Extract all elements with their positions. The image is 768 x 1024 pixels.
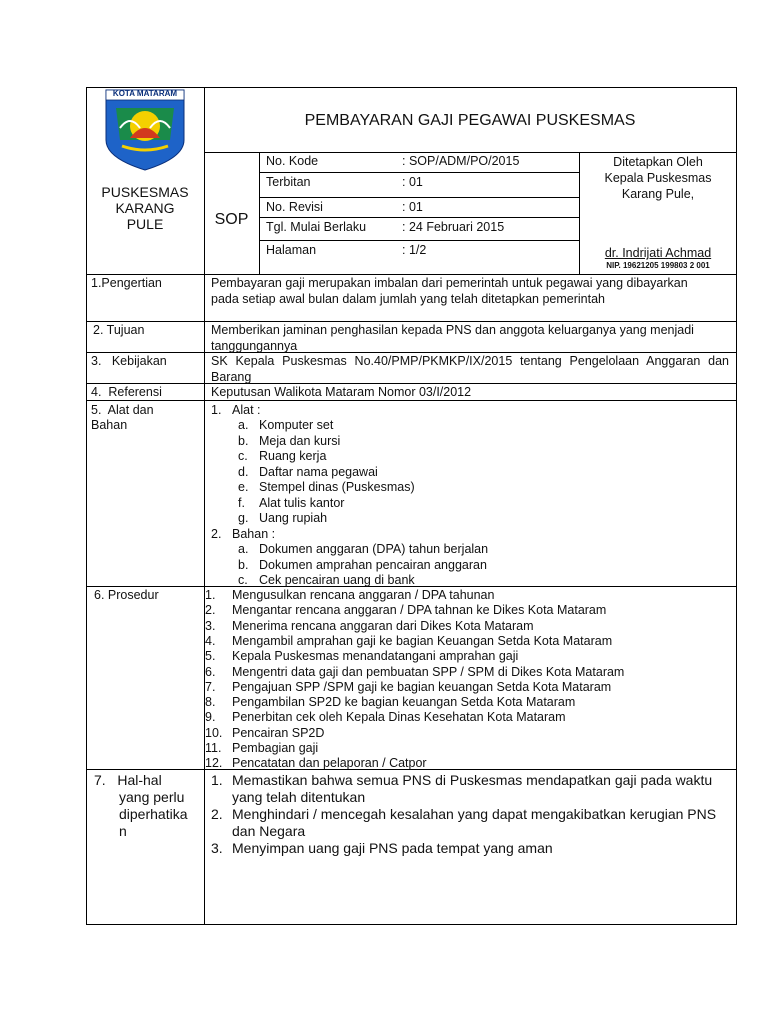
step-number: 3. (205, 618, 216, 633)
list-marker: a. (238, 418, 249, 432)
procedure-step: Mengambil amprahan gaji ke bagian Keuangan Setda Kota Mataram (232, 633, 613, 648)
org-name (86, 184, 204, 232)
list-item: Komputer set (259, 418, 334, 432)
procedure-step: Pengajuan SPP /SPM gaji ke bagian keuangan Setda Kota Mataram (232, 679, 612, 694)
meta-halaman-label: Halaman (266, 243, 317, 257)
procedure-step: Mengantar rencana anggaran / DPA tahnan ke Dikes Kota Mataram (232, 603, 607, 618)
meta-tgl-value: : 24 Februari 2015 (402, 220, 505, 234)
list-marker: f. (238, 495, 245, 510)
logo-caption: KOTA MATARAM (112, 89, 178, 98)
item-number: 2. (211, 806, 223, 822)
list-marker: g. (238, 511, 249, 525)
alat-number: 1. (211, 403, 222, 417)
meta-terbitan-label: Terbitan (266, 175, 311, 189)
referensi-text: Keputusan Walikota Mataram Nomor 03/I/2012 (211, 385, 472, 399)
procedure-step: Pembagian gaji (232, 741, 319, 755)
meta-code-label: No. Kode (266, 154, 319, 168)
hal-hal-label-line3: diperhatika (119, 806, 188, 822)
list-marker: d. (238, 464, 249, 479)
list-marker: c. (238, 573, 248, 587)
hal-hal-label (94, 772, 188, 840)
procedure-step: Mengusulkan rencana anggaran / DPA tahunan (232, 588, 495, 602)
note-item: Memastikan bahwa semua PNS di Puskesmas mendapatkan gaji pada waktu yang telah ditentukan (232, 772, 713, 805)
list-item: Cek pencairan uang di bank (259, 573, 415, 587)
list-item: Alat tulis kantor (259, 495, 345, 510)
procedure-step: Pencairan SP2D (232, 725, 325, 740)
approval-nip: NIP. 19621205 199803 2 001 (606, 261, 710, 270)
bahan-number: 2. (211, 526, 222, 541)
step-number: 1. (205, 588, 216, 602)
tujuan-label: 2. Tujuan (93, 323, 145, 337)
document-title: PEMBAYARAN GAJI PEGAWAI PUSKESMAS (304, 112, 636, 129)
list-item: Dokumen amprahan pencairan anggaran (259, 557, 487, 572)
step-number: 9. (205, 710, 216, 725)
hal-hal-label-line1: 7. Hal-hal (94, 772, 162, 788)
sop-label: SOP (214, 211, 249, 228)
approval-name: dr. Indrijati Achmad (604, 246, 712, 260)
procedure-step: Penerbitan cek oleh Kepala Dinas Kesehatan Kota Mataram (232, 710, 566, 725)
procedure-step: Pencatatan dan pelaporan / Catpor (232, 756, 427, 771)
procedure-step: Pengambilan SP2D ke bagian keuangan Setda Kota Mataram (232, 695, 576, 710)
alat-bahan-label-line2: Bahan (91, 418, 128, 432)
note-item: Menyimpan uang gaji PNS pada tempat yang aman (232, 840, 553, 856)
list-marker: e. (238, 480, 249, 494)
procedure-step: Menerima rencana anggaran dari Dikes Kota Mataram (232, 618, 534, 633)
list-item: Ruang kerja (259, 449, 327, 463)
item-number: 1. (211, 772, 223, 788)
alat-bahan-label-line1: 5. Alat dan (91, 403, 154, 417)
tujuan-text: Memberikan jaminan penghasilan kepada PNS dan anggota keluarganya yang menjadi tanggungannya (211, 323, 694, 353)
list-item: Daftar nama pegawai (259, 464, 378, 479)
procedure-step: Mengentri data gaji dan pembuatan SPP / SPM di Dikes Kota Mataram (232, 664, 625, 679)
approval-line3: Karang Pule, (621, 187, 695, 201)
hal-hal-label-line2: yang perlu (119, 789, 185, 805)
list-item: Uang rupiah (259, 511, 328, 525)
note-item: Menghindari / mencegah kesalahan yang dapat mengakibatkan kerugian PNS dan Negara (232, 806, 717, 839)
meta-revisi-label: No. Revisi (266, 200, 323, 214)
list-marker: c. (238, 449, 248, 463)
pengertian-label: 1.Pengertian (91, 276, 162, 290)
org-name-line1: PUSKESMAS (101, 184, 189, 200)
meta-code-value: : SOP/ADM/PO/2015 (402, 154, 520, 168)
org-name-line3: PULE (126, 216, 164, 232)
approval-line2: Kepala Puskesmas (604, 171, 712, 185)
approval-line1: Ditetapkan Oleh (613, 155, 703, 169)
step-number: 2. (205, 603, 216, 618)
step-number: 12. (205, 756, 223, 771)
meta-terbitan-value: : 01 (402, 175, 423, 189)
list-item: Dokumen anggaran (DPA) tahun berjalan (259, 542, 489, 556)
kota-mataram-logo (100, 88, 190, 172)
kebijakan-text: SK Kepala Puskesmas No.40/PMP/PKMKP/IX/2015 tentang Pengelolaan Anggaran dan Barang (211, 354, 729, 384)
org-name-line2: KARANG (115, 200, 175, 216)
list-marker: b. (238, 433, 249, 448)
list-item: Meja dan kursi (259, 433, 341, 448)
step-number: 5. (205, 649, 216, 664)
bahan-heading: Bahan : (232, 526, 276, 541)
step-number: 6. (205, 664, 216, 679)
list-item: Stempel dinas (Puskesmas) (259, 480, 415, 494)
step-number: 4. (205, 633, 216, 648)
meta-halaman-value: : 1/2 (402, 243, 427, 257)
step-number: 11. (205, 741, 222, 755)
hal-hal-label-line4: n (119, 823, 127, 839)
procedure-step: Kepala Puskesmas menandatangani amprahan gaji (232, 649, 519, 664)
meta-tgl-label: Tgl. Mulai Berlaku (266, 220, 367, 234)
prosedur-label: 6. Prosedur (94, 588, 159, 602)
referensi-label: 4. Referensi (91, 385, 162, 399)
item-number: 3. (211, 840, 223, 856)
list-marker: a. (238, 542, 249, 556)
meta-revisi-value: : 01 (402, 200, 423, 214)
approval-block (580, 154, 736, 202)
step-number: 10. (205, 725, 223, 740)
kebijakan-label: 3. Kebijakan (91, 354, 167, 368)
step-number: 7. (205, 679, 216, 694)
pengertian-text: Pembayaran gaji merupakan imbalan dari pemerintah untuk pegawai yang dibayarkan pada setiap awal bulan dalam jumlah yang telah ditetapkan pemerintah (211, 276, 688, 306)
alat-heading: Alat : (232, 403, 261, 417)
step-number: 8. (205, 695, 216, 710)
list-marker: b. (238, 557, 249, 572)
